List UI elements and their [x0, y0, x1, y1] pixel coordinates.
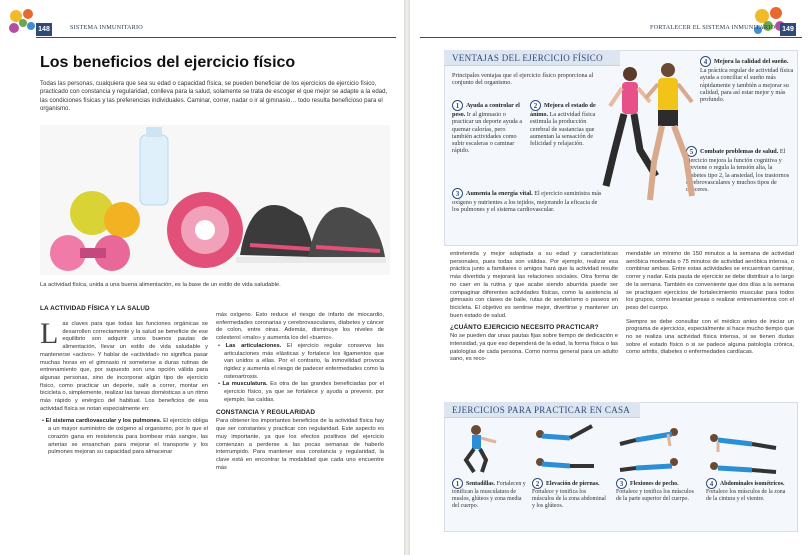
header-rule — [36, 37, 396, 38]
exercise-item: 2 Elevación de piernas. Fortalece y tonifica los músculos de la zona abdominal y los glúteos. — [532, 480, 606, 509]
page-number: 149 — [780, 23, 796, 36]
flower-corner-icon — [6, 6, 40, 40]
right-column-1 — [450, 251, 618, 364]
page-number: 148 — [36, 23, 52, 36]
running-head: SISTEMA INMUNITARIO — [70, 24, 143, 31]
bullet-item: • El sistema cardiovascular y los pulmones. El ejercicio obliga a un mayor suministro de oxígeno al organismo, por lo que el corazón gana en resistencia para bombear más sangre, las arterias se ensanchan para mejorar el transporte y los pulmones mejoran su capacidad para almacenar — [42, 418, 208, 456]
section-title: ¿CUÁNTO EJERCICIO NECESITO PRACTICAR? — [450, 324, 599, 332]
benefit-item: 5 Combate problemas de salud. El ejercicio mejora la función cognitiva y previene o regula la tensión alta, la diabetes tipo 2, la ansiedad, los trastornos cerebrovasculares y muchos tipos de cánceres. — [686, 147, 790, 194]
box-title: VENTAJAS DEL EJERCICIO FÍSICO — [444, 50, 620, 66]
drop-cap: L — [40, 317, 59, 350]
box-title: EJERCICIOS PARA PRACTICAR EN CASA — [444, 402, 640, 418]
section-title: LA ACTIVIDAD FÍSICA Y LA SALUD — [40, 305, 150, 312]
body-text: No se pueden dar unas pautas fijas sobre tiempo de dedicación e intensidad, ya que eso dependerá de la edad, la forma física o las patologías de cada persona. Como norma general para un adulto sano, es reco- — [450, 333, 618, 363]
plank-illustration — [706, 422, 782, 482]
bullet-item: • Las articulaciones. El ejercicio regular conserva las articulaciones más elásticas y fortalece los ligamentos que van unidos a ellas. Por el contrario, la inmovilidad provoca rigidez y aumenta el riesgo de padecer enfermedades como la osteoartrosis. — [218, 342, 384, 380]
running-head: FORTALECER EL SISTEMA INMUNITARIO — [650, 24, 776, 31]
body-text: Las claves para que todas las funciones orgánicas se desarrollen correctamente y la salud se beneficie de ese equilibrio son adquirir unos buenos pautas de alimentación, llevar un estilo de vida saludable y mantenerse «activo». Y hablar de «actividad» no significa pasar muchas horas en el gimnasio ni someterse a duras rutinas de entrenamiento que, por supuesto son una opción válida para algunas personas, sino de incorporar algún tipo de ejercicio físico, como practicar un deporte, salir a correr, montar en bicicleta o, simplemente, realizar las tareas domésticas a un ritmo más rápido y enérgico del habitual. Los beneficios de esa actividad física se notan especialmente en: — [40, 317, 208, 412]
body-text: Siempre se debe consultar con el médico antes de iniciar un programa de ejercicios, especialmente si hace mucho tiempo que no se realiza una actividad física intensa, si se tienen dudas sobre el estado físico o si se padece alguna patología crónica, como artritis, diabetes o enfermedades cardíacas. — [626, 318, 794, 356]
photo-caption: La actividad física, unida a una buena alimentación, es la base de un estilo de vida saludable. — [40, 282, 281, 288]
squat-illustration — [456, 422, 510, 482]
benefit-item: 3 Aumenta la energía vital. El ejercicio suministra más oxígeno y nutrientes a los tejidos, mejorando la eficacia de los pulmones y el sistema cardiovascular. — [452, 189, 602, 214]
benefit-item: 1 Ayuda a controlar el peso. Ir al gimnasio o practicar un deporte ayuda a quemar calorías, pero también actividades como subir escaleras o caminar rápido. — [452, 101, 523, 155]
push-up-illustration — [616, 422, 686, 482]
bullet-item: • La musculatura. Es otra de las grandes beneficiadas por el ejercicio físico, ya que se fortalece y ayuda a prevenir, por ejemplo, las caídas. — [218, 381, 384, 403]
page-title: Los beneficios del ejercicio físico — [40, 54, 296, 71]
body-text: entretenida y mejor adaptada a su edad y características personales, pues todas son válidas. Por ejemplo, realizar esa práctica junto a familiares o amigos hará que la actividad resulte más divertida y mejorará las relaciones sociales. Otra forma de no caer en la rutina y que acabe siendo aburrida puede ser compaginar diferentes actividades físicas, como la asistencia al gimnasio con clases de baile, rutas de senderismo o paseos en bicicleta. El objetivo es sentirse mejor, divertirse y mantener un buen estado de salud. — [450, 251, 618, 319]
right-page — [410, 0, 812, 555]
exercise-item: 1 Sentadillas. Fortalecen y tonifican la musculatura de muslos, glúteos y zona media del cuerpo. — [452, 480, 526, 509]
benefit-item: 4 Mejora la calidad del sueño. La práctica regular de actividad física ayuda a conciliar el sueño más rápidamente y también a mejorar su calidad, para así estar mejor y más profundo. — [700, 57, 794, 104]
intro-paragraph: Todas las personas, cualquiera que sea su edad o capacidad física, se pueden beneficiar de los ejercicios de ejercicio físico, practicado con constancia y regularidad, conlleva para la salud, solamente se trata de escoger el que mejor se adapte a la edad, las condiciones físicas y las preferencias individuales. Caminar, correr, nadar o ir al gimnasio… todo resulta beneficioso para el organismo. — [40, 80, 388, 113]
hero-photo — [40, 125, 390, 275]
header-rule — [420, 37, 802, 38]
body-text: Para obtener los importantes beneficios de la actividad física hay que ser constantes y practicar con regularidad. Este aspecto es muy importante, ya que los efectos positivos del ejercicio comienzan a perderse a las pocas semanas de haberlo interrumpido. Para mantener esa constancia y regularidad, la clave está en encontrar la modalidad que cada uno encuentre más — [216, 418, 384, 471]
exercise-item: 3 Flexiones de pecho. Fortalece y tonifica los músculos de la parte superior del cuerpo. — [616, 480, 694, 502]
box-intro: Principales ventajas que el ejercicio físico proporciona al conjunto del organismo. — [452, 72, 594, 87]
exercise-item: 4 Abdominales isométricos. Fortalece los músculos de la zona de la cintura y el vientre. — [706, 480, 786, 502]
body-text: mendable un mínimo de 150 minutos a la semana de actividad aeróbica moderada o 75 minutos de actividad aeróbica intensa, o combinar ambas. Entre estas actividades se encuentran caminar, correr y nadar. Esta pauta de ejercicio se debe distribuir a lo largo de la semana. También es conveniente que dos días a la semana se practiquen ejercicios de fortalecimiento muscular para todos los grupos, como levantar pesas o realizar entrenamientos con el peso del cuerpo. — [626, 251, 794, 311]
section-title: CONSTANCIA Y REGULARIDAD — [216, 409, 316, 417]
right-column-2 — [626, 251, 794, 357]
left-column-1 — [40, 305, 208, 457]
body-text: más oxígeno. Esto reduce el riesgo de infarto de miocardio, enfermedades coronarias y cerebrovasculares, diabetes y cáncer de colon, entre otras. Además, disminuye los niveles de colesterol «malo» y aumenta los del «bueno». — [216, 312, 384, 342]
left-page — [0, 0, 404, 555]
benefit-item: 2 Mejora el estado de ánimo. La actividad física estimula la producción cerebral de sustancias que aumentan la sensación de felicidad y relajación. — [530, 101, 596, 148]
leg-raise-illustration — [530, 422, 600, 482]
left-column-2 — [216, 312, 384, 472]
runners-illustration — [600, 58, 700, 218]
